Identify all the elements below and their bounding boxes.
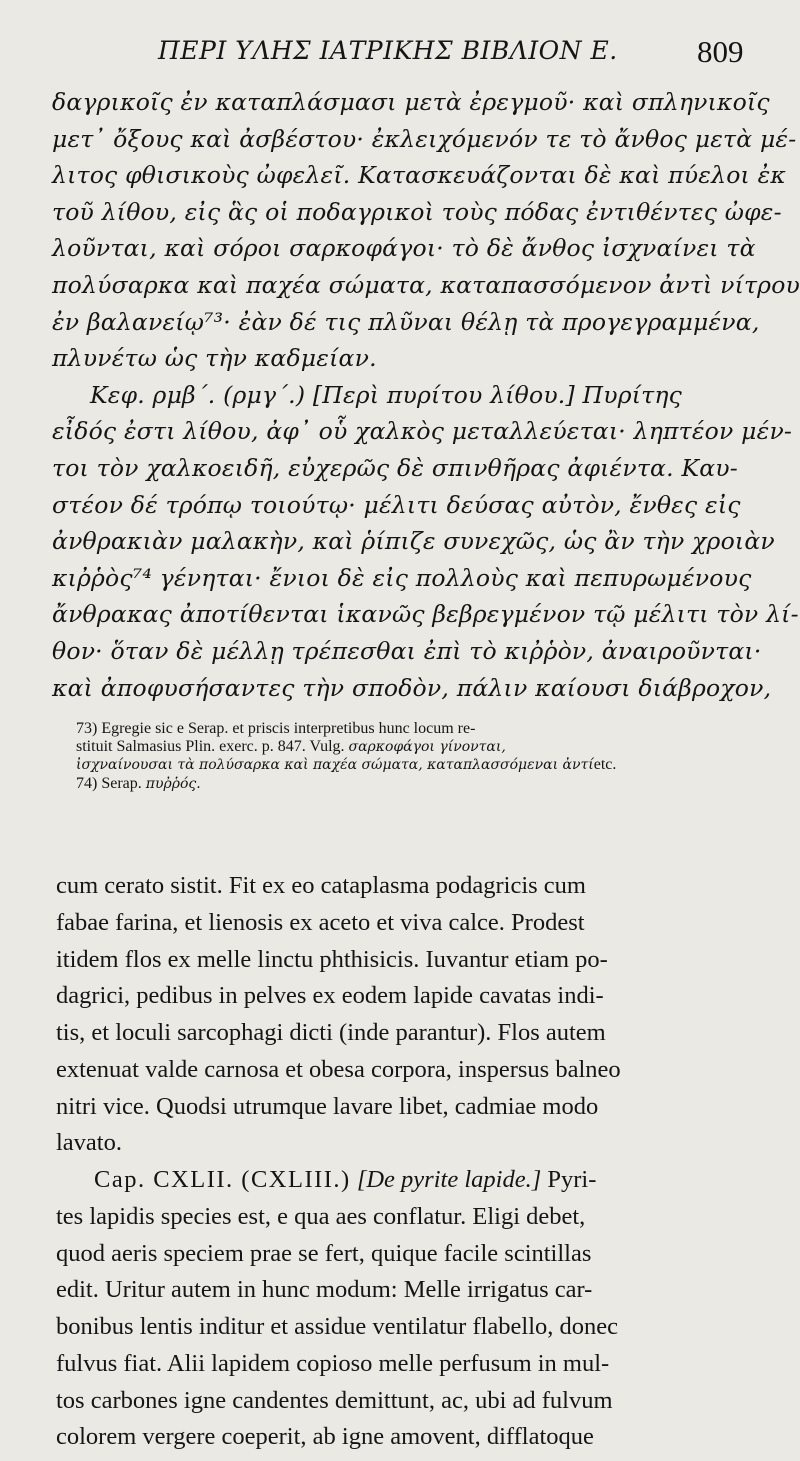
footnote-73-line bbox=[76, 756, 756, 774]
footnote-73-line bbox=[76, 738, 756, 756]
latin-line: tes lapidis species est, e qua aes conflatur. Eligi debet, bbox=[56, 1202, 586, 1230]
footnote-73-greek: ἰσχναίνουσαι τὰ πολύσαρκα καὶ παχέα σώματα, καταπλασσόμεναι ἀντί bbox=[76, 757, 594, 774]
footnote-73-line: 73) Egregie sic e Serap. et priscis interpretibus hunc locum re- bbox=[76, 720, 476, 737]
footnote-74-line bbox=[76, 775, 756, 793]
latin-line: tos carbones igne candentes demittunt, ac, ubi ad fulvum bbox=[56, 1386, 613, 1414]
latin-line: fabae farina, et lienosis ex aceto et viva calce. Prodest bbox=[56, 908, 585, 936]
greek-line: τοῦ λίθου, εἰς ἃς οἱ ποδαγρικοὶ τοὺς πόδας ἐντιθέντες ὠφε- bbox=[52, 197, 782, 226]
latin-chapter-first-word: Pyri- bbox=[547, 1166, 597, 1193]
latin-chapter-number: Cap. CXLII. (CXLIII.) bbox=[94, 1166, 351, 1193]
greek-line: ἀνθρακιὰν μαλακὴν, καὶ ῥίπιζε συνεχῶς, ὡς ἂν τὴν χροιὰν bbox=[52, 527, 775, 556]
latin-line: tis, et loculi sarcophagi dicti (inde parantur). Flos autem bbox=[56, 1019, 606, 1046]
greek-line: λιτος φθισικοὺς ὠφελεῖ. Κατασκευάζονται δὲ καὶ πύελοι ἐκ bbox=[52, 161, 787, 190]
greek-line: μετ᾽ ὄξους καὶ ἀσβέστου· ἐκλειχόμενόν τε τὸ ἄνθος μετὰ μέ- bbox=[52, 124, 797, 153]
greek-line: πολύσαρκα καὶ παχέα σώματα, καταπασσόμενον ἀντὶ νίτρου bbox=[52, 270, 800, 299]
footnote-73-text: stituit Salmasius Plin. exerc. p. 847. Vulg. bbox=[76, 738, 345, 756]
greek-chapter-heading-line: Κεφ. ρμβ΄. (ρμγ΄.) [Περὶ πυρίτου λίθου.] Πυρίτης bbox=[90, 380, 682, 409]
running-title: ΠΕΡΙ ΥΛΗΣ ΙΑΤΡΙΚΗΣ ΒΙΒΛΙΟΝ Ε. bbox=[158, 36, 618, 65]
latin-translation-block bbox=[56, 868, 756, 1456]
greek-line: εἶδός ἐστι λίθου, ἀφ᾽ οὗ χαλκὸς μεταλλεύεται· ληπτέον μέν- bbox=[52, 417, 793, 446]
latin-line: quod aeris speciem prae se fert, quique facile scintillas bbox=[56, 1239, 592, 1267]
greek-line: καὶ ἀποφυσήσαντες τὴν σποδὸν, πάλιν καίουσι διάβροχον, bbox=[52, 673, 772, 702]
footnote-74-text: 74) Serap. bbox=[76, 774, 142, 792]
greek-line: κιῤῥὸς⁷⁴ γένηται· ἔνιοι δὲ εἰς πολλοὺς καὶ πεπυρωμένους bbox=[52, 563, 752, 592]
greek-line: θον· ὅταν δὲ μέλλῃ τρέπεσθαι ἐπὶ τὸ κιῤῥὸν, ἀναιροῦνται· bbox=[52, 636, 762, 665]
greek-text-block bbox=[52, 84, 800, 706]
greek-line: τοι τὸν χαλκοειδῆ, εὐχερῶς δὲ σπινθῆρας ἀφιέντα. Καυ- bbox=[52, 453, 738, 482]
footnote-73-etc: etc. bbox=[593, 756, 617, 774]
latin-line: nitri vice. Quodsi utrumque lavare libet, cadmiae modo bbox=[56, 1092, 599, 1120]
latin-line: cum cerato sistit. Fit ex eo cataplasma podagricis cum bbox=[56, 872, 586, 899]
page-header bbox=[0, 32, 800, 80]
greek-line: ἐν βαλανείῳ⁷³· ἐὰν δέ τις πλῦναι θέλῃ τὰ προγεγραμμένα, bbox=[52, 307, 760, 336]
footnote-74-greek: πυῤῥός. bbox=[145, 775, 201, 792]
greek-line: ἄνθρακας ἀποτίθενται ἱκανῶς βεβρεγμένον τῷ μέλιτι τὸν λί- bbox=[52, 600, 799, 629]
latin-line: itidem flos ex melle linctu phthisicis. Iuvantur etiam po- bbox=[56, 945, 608, 973]
latin-line: colorem vergere coeperit, ab igne amovent, difflatoque bbox=[56, 1423, 594, 1451]
latin-line: lavato. bbox=[56, 1129, 122, 1157]
latin-line: dagrici, pedibus in pelves ex eodem lapide cavatas indi- bbox=[56, 982, 604, 1010]
footnotes bbox=[76, 720, 756, 793]
greek-line: λοῦνται, καὶ σόροι σαρκοφάγοι· τὸ δὲ ἄνθος ἰσχναίνει τὰ bbox=[52, 234, 756, 263]
greek-line: δαγρικοῖς ἐν καταπλάσμασι μετὰ ἐρεγμοῦ· καὶ σπληνικοῖς bbox=[52, 88, 770, 116]
latin-line: bonibus lentis inditur et assidue ventilatur flabello, donec bbox=[56, 1313, 619, 1340]
latin-chapter-heading-line bbox=[56, 1162, 756, 1199]
latin-chapter-title: [De pyrite lapide.] bbox=[356, 1166, 542, 1193]
latin-line: extenuat valde carnosa et obesa corpora, inspersus balneo bbox=[56, 1055, 621, 1083]
greek-line: πλυνέτω ὡς τὴν καδμείαν. bbox=[52, 344, 377, 373]
footnote-73-greek: σαρκοφάγοι γίνονται, bbox=[348, 739, 506, 756]
latin-line: edit. Uritur autem in hunc modum: Melle irrigatus car- bbox=[56, 1276, 593, 1304]
page-number: 809 bbox=[697, 34, 744, 69]
latin-line: fulvus fiat. Alii lapidem copioso melle perfusum in mul- bbox=[56, 1349, 610, 1377]
greek-line: στέον δέ τρόπῳ τοιούτῳ· μέλιτι δεύσας αὐτὸν, ἔνθες εἰς bbox=[52, 490, 741, 519]
